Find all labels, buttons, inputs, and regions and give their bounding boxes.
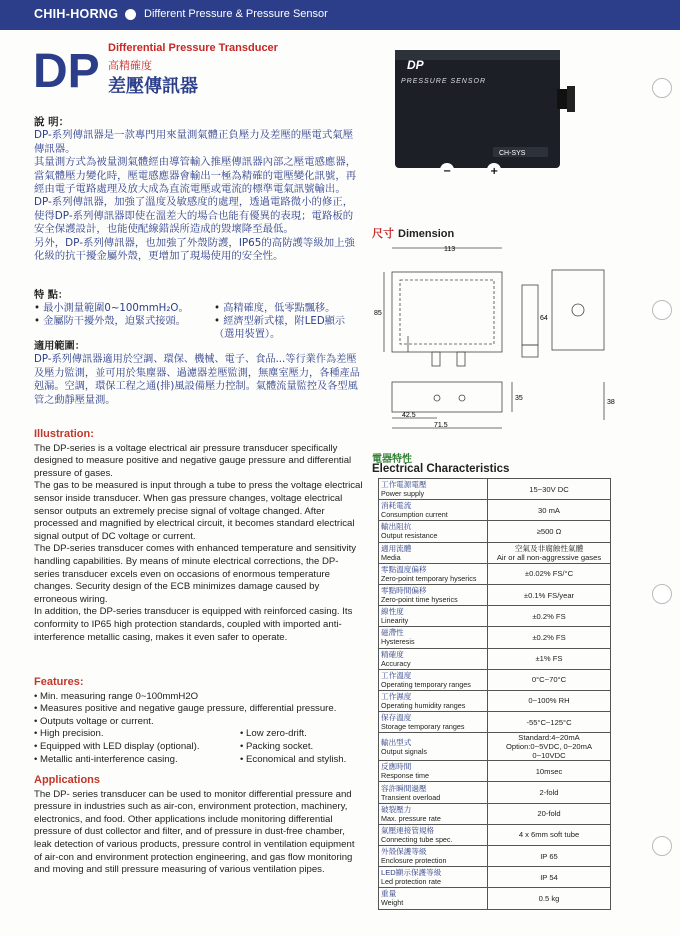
spec-label [379,846,488,867]
spec-label-zh: LED顯示保護等級 [381,868,442,878]
brand-name: CHIH-HORNG [34,7,119,21]
list-item: • 最小測量範圍0~100mmH₂O。 [34,302,202,315]
list-item: • 經濟型新式樣，附LED顯示（選用裝置）。 [214,315,364,341]
spec-label [379,542,488,563]
spec-label [379,782,488,803]
dim-height-small-label: 64 [540,315,548,322]
spec-label [379,803,488,824]
spec-value: ±1% FS [488,648,611,669]
spec-label-zh: 反應時間 [381,762,412,772]
spec-value: ±0.02% FS/°C [488,563,611,584]
features-en [34,676,364,766]
spec-label-zh: 精確度 [381,649,404,659]
port-minus-icon: − [443,166,452,177]
table-row [379,648,611,669]
spec-value: 15~30V DC [488,479,611,500]
spec-label-en: Hysteresis [381,637,415,647]
spec-value: 0.5 kg [488,888,611,909]
product-subtitle-zh: 高精確度 [108,59,152,72]
paragraph: 另外，DP-系列傳訊器，也加強了外殼防護，IP65的高防護等級加上強化級的抗干擾金屬外殼，更增加了現場使用的安全性。 [34,236,355,263]
header-bar [0,0,680,30]
list-item: • Metallic anti-interference casing. [34,754,240,767]
spec-label-zh: 適用流體 [381,543,412,553]
spec-label [379,761,488,782]
dimension-title-en: Dimension [398,228,455,240]
spec-label [379,521,488,542]
spec-label-zh: 工作電源電壓 [381,480,427,490]
table-row [379,542,611,563]
spec-label-zh: 容許瞬間過壓 [381,783,427,793]
table-row [379,500,611,521]
dimension-title [372,225,454,241]
section-heading: 說 明： [34,116,70,128]
section-heading: 適用範圍： [34,341,85,352]
spec-label [379,563,488,584]
dim-width-label: 113 [444,246,456,253]
list-item: • 金屬防干擾外殼，迫緊式接頭。 [34,315,202,328]
spec-label-zh: 破裂壓力 [381,804,412,814]
list-item: • Outputs voltage or current. [34,716,364,729]
spec-value: 2-fold [488,782,611,803]
list-item: • Economical and stylish. [240,754,346,767]
dim-side-b-label: 38 [607,399,615,406]
paragraph: DP-系列傳訊器適用於空調、環保、機械、電子、食品...等行業作為差壓及壓力監測，並可用於集塵器、過濾器差壓監測，無塵室壓力，各種產品剋漏。空調，環保工程之通(排)風設備壓力控制。氣體流量監控及各型風管之動靜壓量測。 [34,354,360,406]
spec-value: Standard:4~20mA Option:0~5VDC, 0~20mA 0~10VDC [488,733,611,761]
spec-label-zh: 外殼保護等級 [381,847,427,857]
spec-value: ±0.2% FS [488,627,611,648]
binder-hole-icon [652,836,672,856]
spec-label [379,584,488,605]
description-zh [34,116,360,263]
specs-title-zh: 電器特性 [372,454,412,465]
spec-label-zh: 氣壓連接管規格 [381,825,435,835]
binder-hole-icon [652,584,672,604]
spec-label-zh: 保存溫度 [381,713,412,723]
specs-title-en: Electrical Characteristics [372,463,510,475]
product-title-zh: 差壓傳訊器 [108,76,198,97]
table-row [379,521,611,542]
spec-label [379,888,488,909]
paragraph: DP-系列傳訊器是一款專門用來量測氣體正負壓力及差壓的壓電式氣壓傳訊器。 [34,129,354,155]
paragraph: 其量測方式為被量測氣體經由導管輸入推壓傳訊器內部之壓電感應器，當氣體壓力變化時，壓電感應器會輸出一極為精確的電壓變化訊號，再經由電子電路處理及放大成為直流電壓或電流的標準電氣訊號輸出。 [34,156,357,196]
spec-value: 30 mA [488,500,611,521]
spec-label-en: Operating temporary ranges [381,679,471,689]
specs-table [378,478,611,910]
paragraph: In addition, the DP-series transducer is equipped with reinforced casing. Its conformity to IP65 high protection standards, coupled with imported anti-interference metallic casing, makes it even safer to operate. [34,606,353,643]
list-item: • High precision. [34,728,240,741]
spec-label-en: Output signals [381,746,427,756]
spec-value: ≥500 Ω [488,521,611,542]
spec-label [379,606,488,627]
spec-label [379,733,488,761]
spec-value: 20-fold [488,803,611,824]
spec-label-zh: 線性度 [381,607,404,617]
spec-value: 4 x 6mm soft tube [488,824,611,845]
list-item: • Packing socket. [240,741,346,754]
table-row [379,846,611,867]
paragraph: DP-系列傳訊器，加強了溫度及敏感度的處理，透過電路微小的修正，使得DP-系列傳訊器即使在溫差大的場合也能有優異的表現；電路板的安全保護設計，也能使配線錯誤所造成的毀壞降至最低。 [34,196,354,236]
section-heading: Applications [34,774,101,786]
table-row [379,761,611,782]
section-heading: Features: [34,676,84,688]
spec-value: ±0.2% FS [488,606,611,627]
spec-label [379,867,488,888]
applications-zh [34,340,364,407]
paragraph: The DP-series transducer comes with enhanced temperature and sensitivity handling capabilities. By means of minute electrical corrections, the DP-series transducer excels even on occasions of enormous temperature changes. Security design of the ECB minimizes damage caused by erroneous wiring. [34,543,357,605]
spec-value: 0°C~70°C [488,669,611,690]
table-row [379,606,611,627]
spec-label-en: Consumption current [381,510,448,520]
spec-label [379,500,488,521]
box-logo: DP [407,58,424,72]
list-item: • Measures positive and negative gauge pressure, differential pressure. [34,703,364,716]
table-row [379,584,611,605]
product-photo [385,44,575,179]
paragraph: The gas to be measured is input through a tube to press the voltage electrical sensor inside transducer. When gas pressure changes, voltage electrical sensor outputs an extremely precise signal of voltage changed. After processed and magnified by electrical circuit, it becomes standard electrical signal output of DC voltage or current. [34,480,363,542]
spec-value: 10msec [488,761,611,782]
dimension-drawing [372,240,620,435]
section-heading: Illustration: [34,428,94,440]
spec-label-en: Enclosure protection [381,856,447,866]
spec-label-zh: 重量 [381,889,397,899]
spec-label [379,669,488,690]
list-item: • Low zero-drift. [240,728,346,741]
port-plus-icon: + [490,166,499,177]
spec-label [379,824,488,845]
list-item: • Equipped with LED display (optional). [34,741,240,754]
spec-value: ±0.1% FS/year [488,584,611,605]
features-zh [34,289,364,341]
table-row [379,888,611,909]
paragraph: The DP- series transducer can be used to monitor differential pressure and pressure in industries such as air-con, environment protection, machinery, electronics, and food. Other applications include monitoring differential pressure of dust collector and filter, and of pressure in dust-free chamber, leak detection of various products, pressure control in ventilation equipment of air-con and environment protection engineering, and gas flow monitoring and moving and still pressure measuring of various ventilation pipes. [34,788,355,876]
spec-label-zh: 磁滯性 [381,628,404,638]
spec-label-en: Led protection rate [381,877,441,887]
box-label: PRESSURE SENSOR [401,78,487,85]
list-item: • Min. measuring range 0~100mmH2O [34,691,364,704]
spec-label-en: Max. pressure rate [381,813,441,823]
spec-label [379,690,488,711]
spec-label-en: Power supply [381,489,425,499]
table-row [379,824,611,845]
spec-label-en: Operating humidity ranges [381,700,466,710]
spec-label-en: Output resistance [381,531,438,541]
product-title-en: Differential Pressure Transducer [108,42,278,54]
box-model: CH-SYS [499,150,526,157]
dimension-title-zh: 尺寸 [372,228,394,240]
applications-en [34,774,364,877]
bullet-dot-icon [125,9,136,20]
spec-label [379,712,488,733]
table-row [379,803,611,824]
list-item: • 高精確度，低零點飄移。 [214,302,364,315]
table-row [379,690,611,711]
spec-label-zh: 工作濕度 [381,691,412,701]
spec-value: -55°C~125°C [488,712,611,733]
spec-label-zh: 消耗電流 [381,501,412,511]
binder-hole-icon [652,300,672,320]
table-row [379,733,611,761]
spec-label-en: Zero-point time hyserics [381,595,458,605]
header-subtitle: Different Pressure & Pressure Sensor [144,8,328,20]
spec-label-en: Transient overload [381,792,441,802]
spec-label-en: Storage temporary ranges [381,722,465,732]
section-heading: 特 點： [34,290,69,301]
table-row [379,712,611,733]
dim-height-label: 85 [374,310,382,317]
spec-label-zh: 工作溫度 [381,670,412,680]
illustration-en [34,428,364,644]
table-row [379,782,611,803]
spec-label-en: Connecting tube spec. [381,834,453,844]
spec-label-en: Weight [381,898,404,908]
paragraph: The DP-series is a voltage electrical air pressure transducer specifically designed to measure positive and negative gauge pressure and differential pressure of gases. [34,442,352,479]
spec-label-zh: 零點時間偏移 [381,586,427,596]
spec-value: IP 65 [488,846,611,867]
spec-label-zh: 輸出型式 [381,737,412,747]
spec-label-zh: 輸出阻抗 [381,522,412,532]
dim-bottom-a-label: 42.5 [402,412,416,419]
spec-value: IP 54 [488,867,611,888]
spec-label [379,479,488,500]
dim-bottom-b-label: 71.5 [434,422,448,429]
spec-label [379,627,488,648]
spec-label-zh: 零點溫度偏移 [381,564,427,574]
spec-label-en: Linearity [381,616,409,626]
spec-label-en: Accuracy [381,658,411,668]
table-row [379,867,611,888]
spec-label [379,648,488,669]
spec-label-en: Zero-point temporary hyserics [381,573,477,583]
spec-value: 0~100% RH [488,690,611,711]
spec-value: 空氣及非腐蝕性氣體 Air or all non-aggressive gases [488,542,611,563]
table-row [379,479,611,500]
table-row [379,627,611,648]
dim-side-label: 35 [515,395,523,402]
table-row [379,669,611,690]
binder-hole-icon [652,78,672,98]
spec-label-en: Media [381,552,401,562]
spec-label-en: Response time [381,771,429,781]
table-row [379,563,611,584]
product-logo: DP [33,45,100,98]
